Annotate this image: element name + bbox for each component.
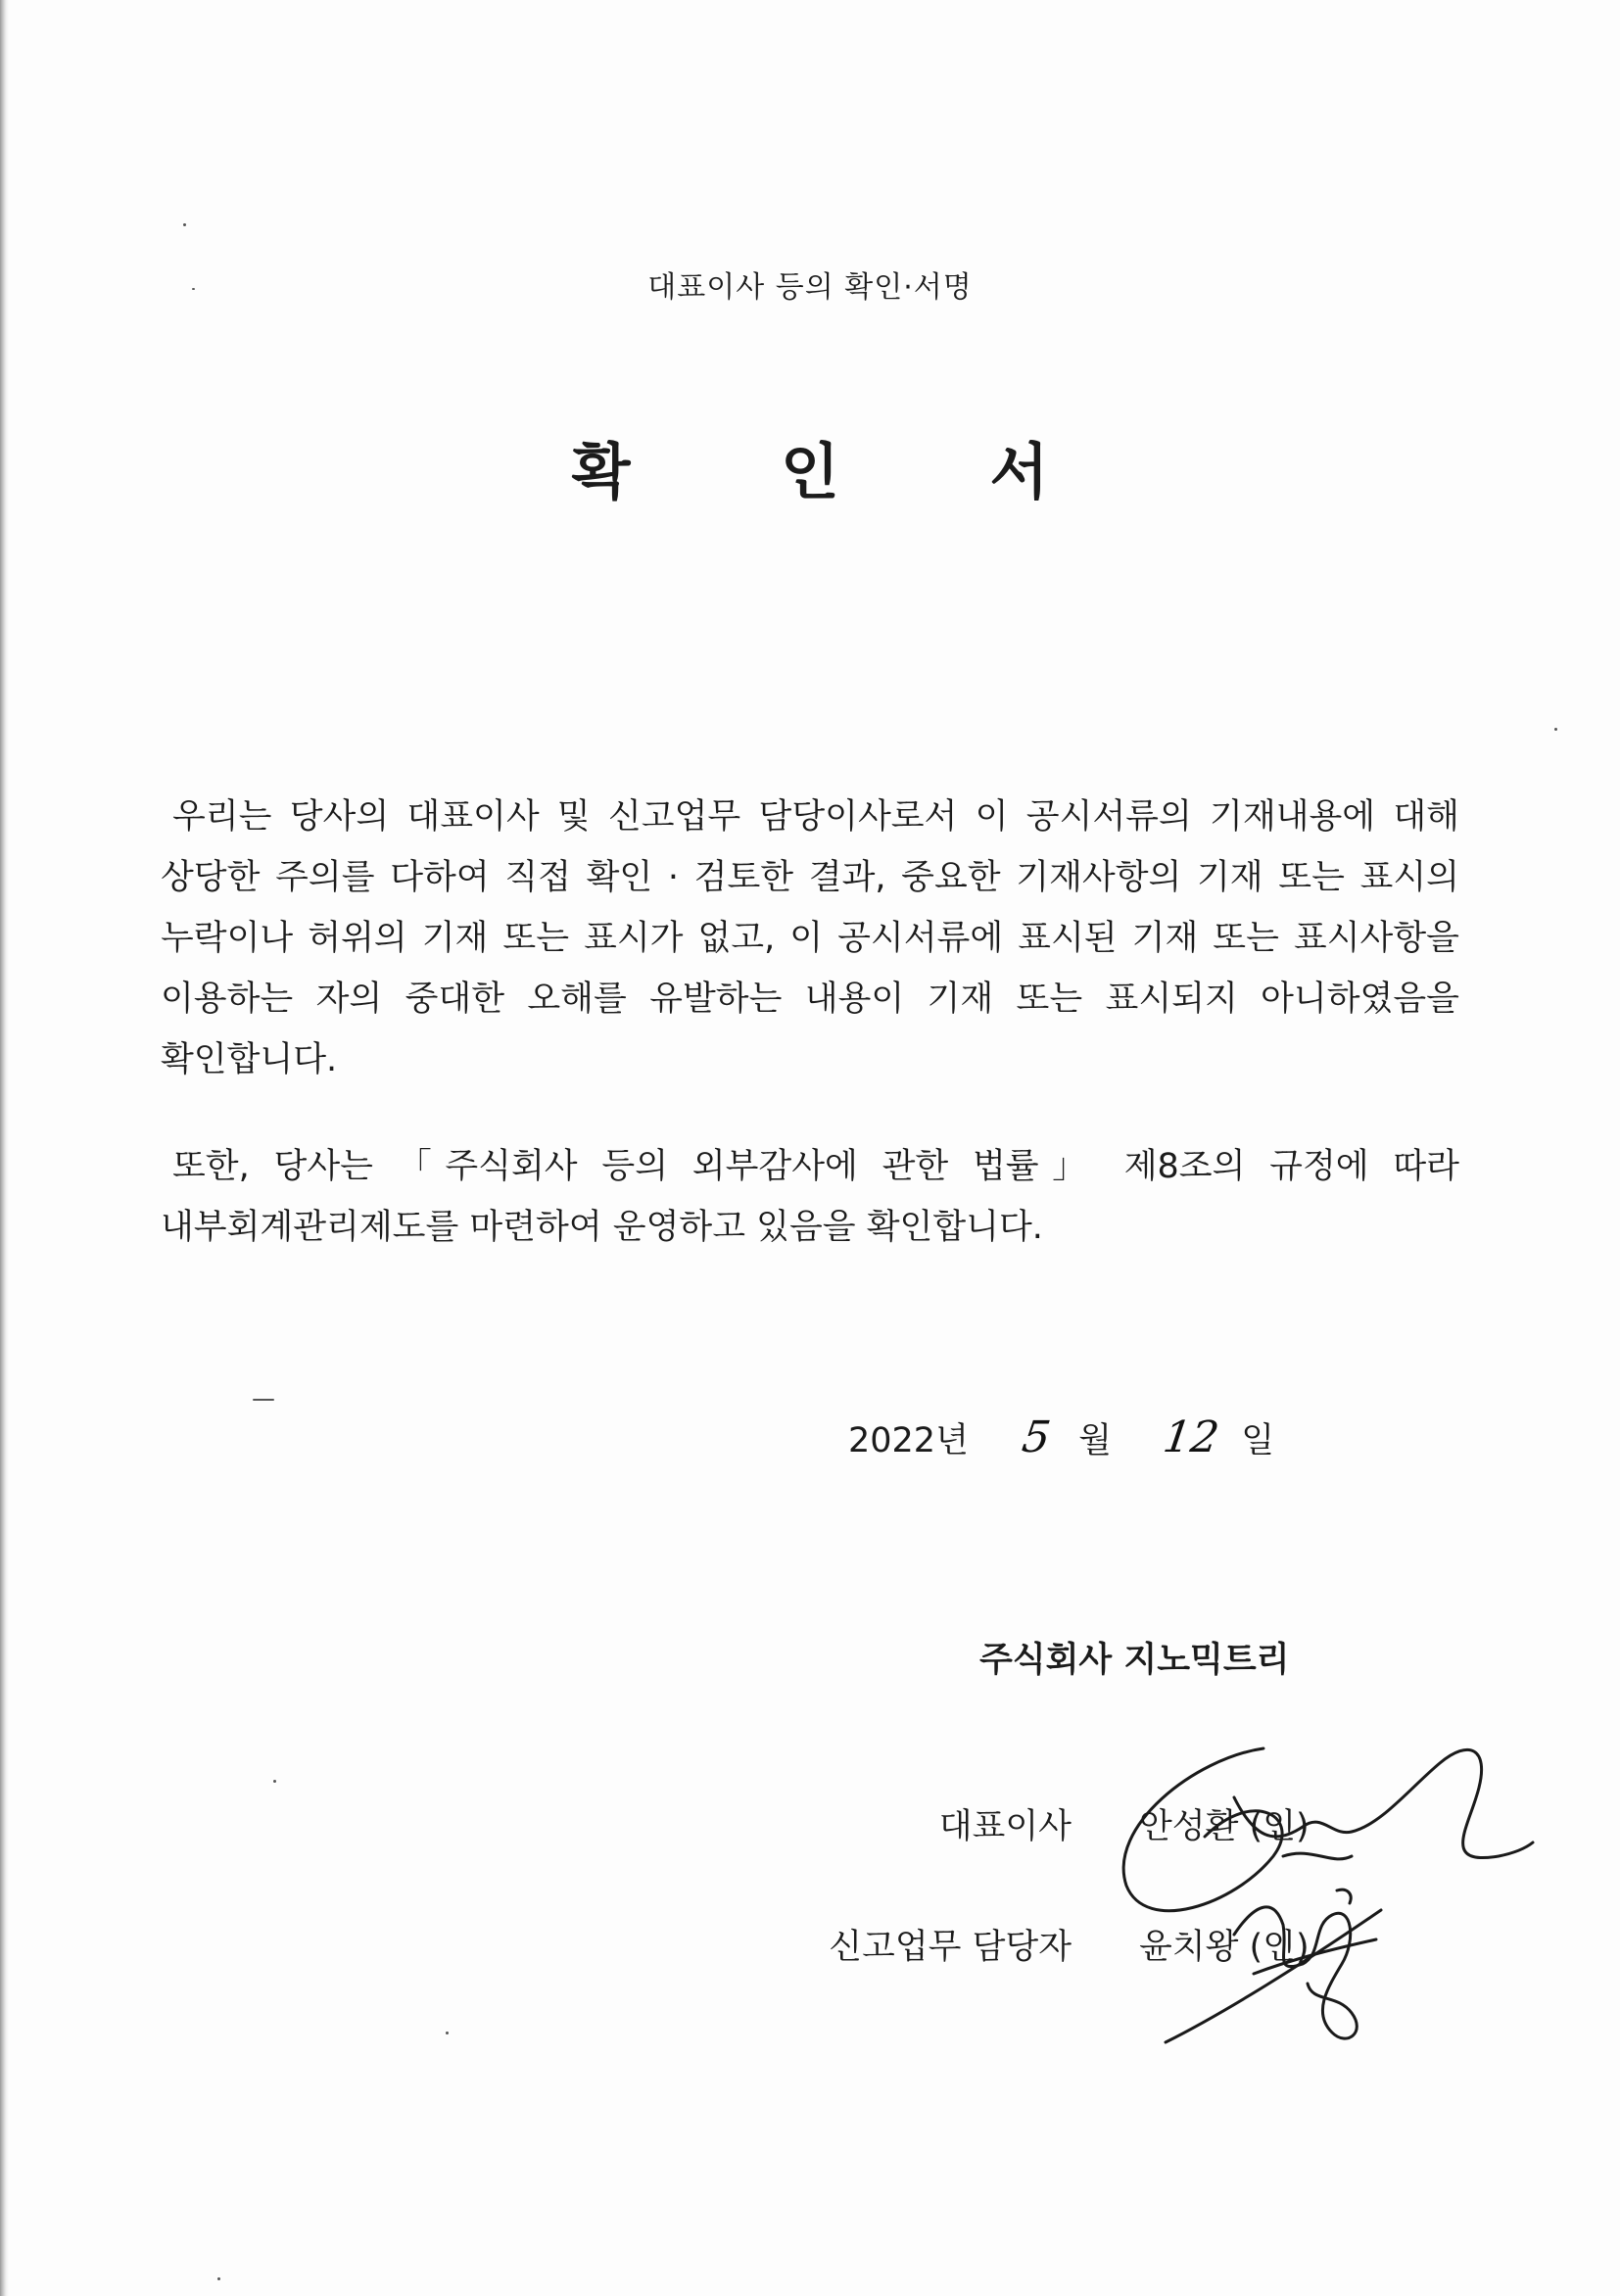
signatory-row-ceo [0,1799,1620,1848]
signatory-name: 안성환 (인) [1139,1807,1310,1846]
date-day-unit: 일 [1241,1421,1275,1460]
signatory-name: 윤치왕 (인) [1139,1928,1310,1967]
date-year: 2022년 [848,1421,969,1460]
ceo-signature-tail [1283,1853,1352,1859]
officer-signature-dot [1337,1889,1351,1903]
scan-speck [192,288,195,290]
document-title: 확 인 서 [571,436,1114,507]
scan-speck [446,2032,449,2034]
signatory-row-officer [0,1920,1620,1969]
handwritten-signatures [1087,1719,1538,2052]
confirmation-paragraph: 우리는 당사의 대표이사 및 신고업무 담당이사로서 이 공시서류의 기재내용에 대해 상당한 주의를 다하여 직접 확인 · 검토한 결과, 중요한 기재사항의 기재 또는 표시의 누락이나 허위의 기재 또는 표시가 없고, 이 공시서류에 표시된 기재 또는 표시사항을 이용하는 자의 중대한 오해를 유발하는 내용이 기재 또는 표시되지 아니하였음을 확인합니다. [161,797,1459,1079]
scan-speck [273,1780,276,1783]
date-month-handwritten: 5 [1019,1412,1054,1462]
company-name: 주식회사 지노믹트리 [979,1641,1290,1680]
signatory-role: 신고업무 담당자 [829,1928,1072,1967]
document-subtitle: 대표이사 등의 확인·서명 [647,270,973,305]
scan-speck [217,2277,220,2280]
signatory-role: 대표이사 [938,1807,1072,1846]
internal-control-paragraph: 또한, 당사는 「주식회사 등의 외부감사에 관한 법률」 제8조의 규정에 따라 내부회계관리제도를 마련하여 운영하고 있음을 확인합니다. [161,1147,1459,1247]
date-month-unit: 월 [1078,1421,1112,1460]
date-day-handwritten: 12 [1160,1412,1222,1462]
scan-speck [1554,728,1557,731]
scan-speck [253,1399,274,1401]
scan-speck [183,223,186,226]
document-date [848,1412,1274,1462]
